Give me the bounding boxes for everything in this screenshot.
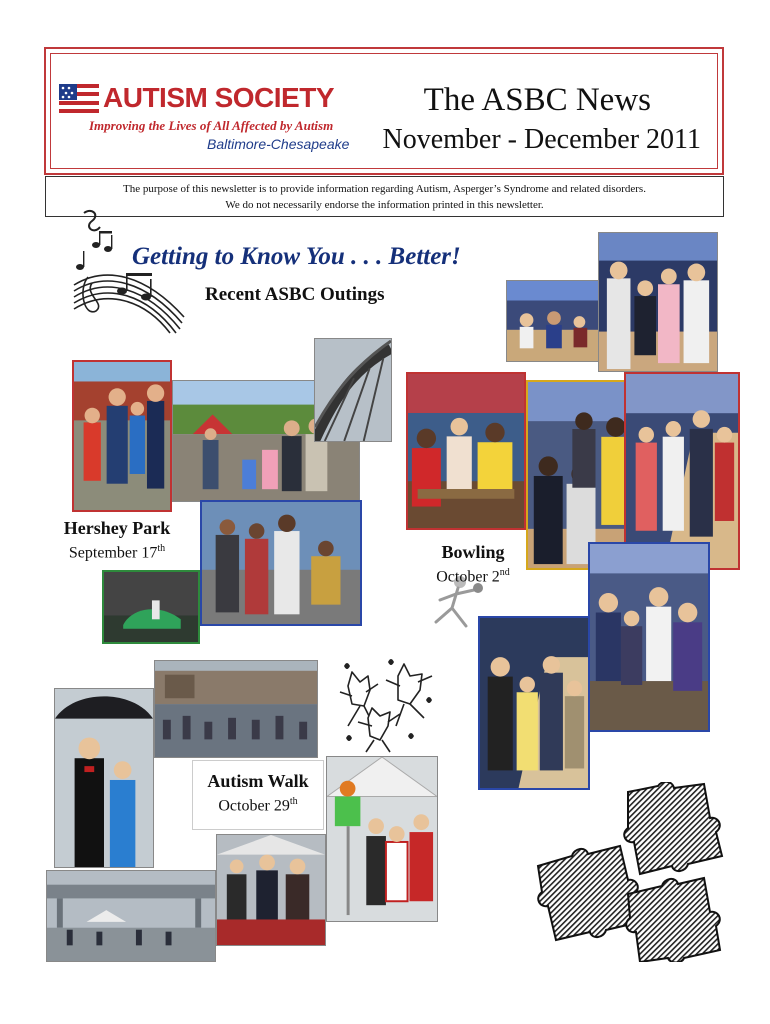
purpose-line-2: We do not necessarily endorse the information printed in this newsletter. — [225, 199, 544, 211]
hershey-photo-family — [72, 360, 172, 512]
autism-society-logo — [59, 80, 359, 160]
hershey-date-suffix: th — [157, 543, 166, 554]
bowling-photo-arcade-table — [406, 372, 526, 530]
walk-photo-umbrella-pair — [54, 688, 154, 868]
flag-icon — [59, 84, 99, 114]
walk-photo-stadium-crowd — [154, 660, 318, 758]
bowling-photo-seated-group — [588, 542, 710, 732]
bowling-photo-boys-alley — [624, 372, 740, 570]
walk-photo-rainy-lot — [46, 870, 216, 962]
hershey-date-text: September 17 — [68, 544, 158, 562]
bowling-event-date — [418, 567, 528, 586]
hershey-photo-group — [200, 500, 362, 626]
bowling-caption — [418, 542, 528, 586]
logo-wordmark: AUTISM SOCIETY — [103, 82, 335, 113]
bowling-photo-alley — [506, 280, 600, 362]
issue-date: November - December 2011 — [382, 124, 701, 155]
walk-date-suffix: th — [289, 796, 298, 807]
walk-event-name: Autism Walk — [207, 771, 309, 791]
hershey-photo-ride-car — [102, 570, 200, 644]
dancing-cats-icon — [338, 656, 436, 754]
masthead — [44, 47, 724, 175]
purpose-line-1: The purpose of this newsletter is to provide information regarding Autism, Asperger’s Syndrome and related disorders. — [123, 183, 646, 195]
hershey-event-name: Hershey Park — [63, 518, 171, 538]
bowling-date-text: October 2 — [436, 568, 500, 586]
section-heading: Getting to Know You . . . Better! — [132, 243, 461, 270]
section-subheading: Recent ASBC Outings — [205, 284, 385, 305]
hershey-caption — [52, 518, 182, 562]
walk-photo-booth — [216, 834, 326, 946]
walk-event-date — [193, 796, 323, 815]
walk-caption — [192, 760, 324, 830]
puzzle-pieces-icon — [528, 782, 724, 962]
logo-chapter-name: Baltimore-Chesapeake — [207, 136, 350, 152]
bowling-photo-family-standing — [598, 232, 718, 372]
bowling-photo-lane-family — [478, 616, 590, 790]
masthead-inner-border — [50, 53, 718, 169]
bowling-event-name: Bowling — [441, 542, 505, 562]
hershey-photo-rollercoaster — [314, 338, 392, 442]
walk-photo-tent-crowd — [326, 756, 438, 922]
bowling-date-suffix: nd — [499, 567, 510, 578]
hershey-event-date — [52, 543, 182, 562]
newsletter-title: The ASBC News — [423, 82, 651, 118]
walk-date-text: October 29 — [218, 797, 290, 815]
logo-tagline: Improving the Lives of All Affected by Autism — [89, 118, 334, 133]
